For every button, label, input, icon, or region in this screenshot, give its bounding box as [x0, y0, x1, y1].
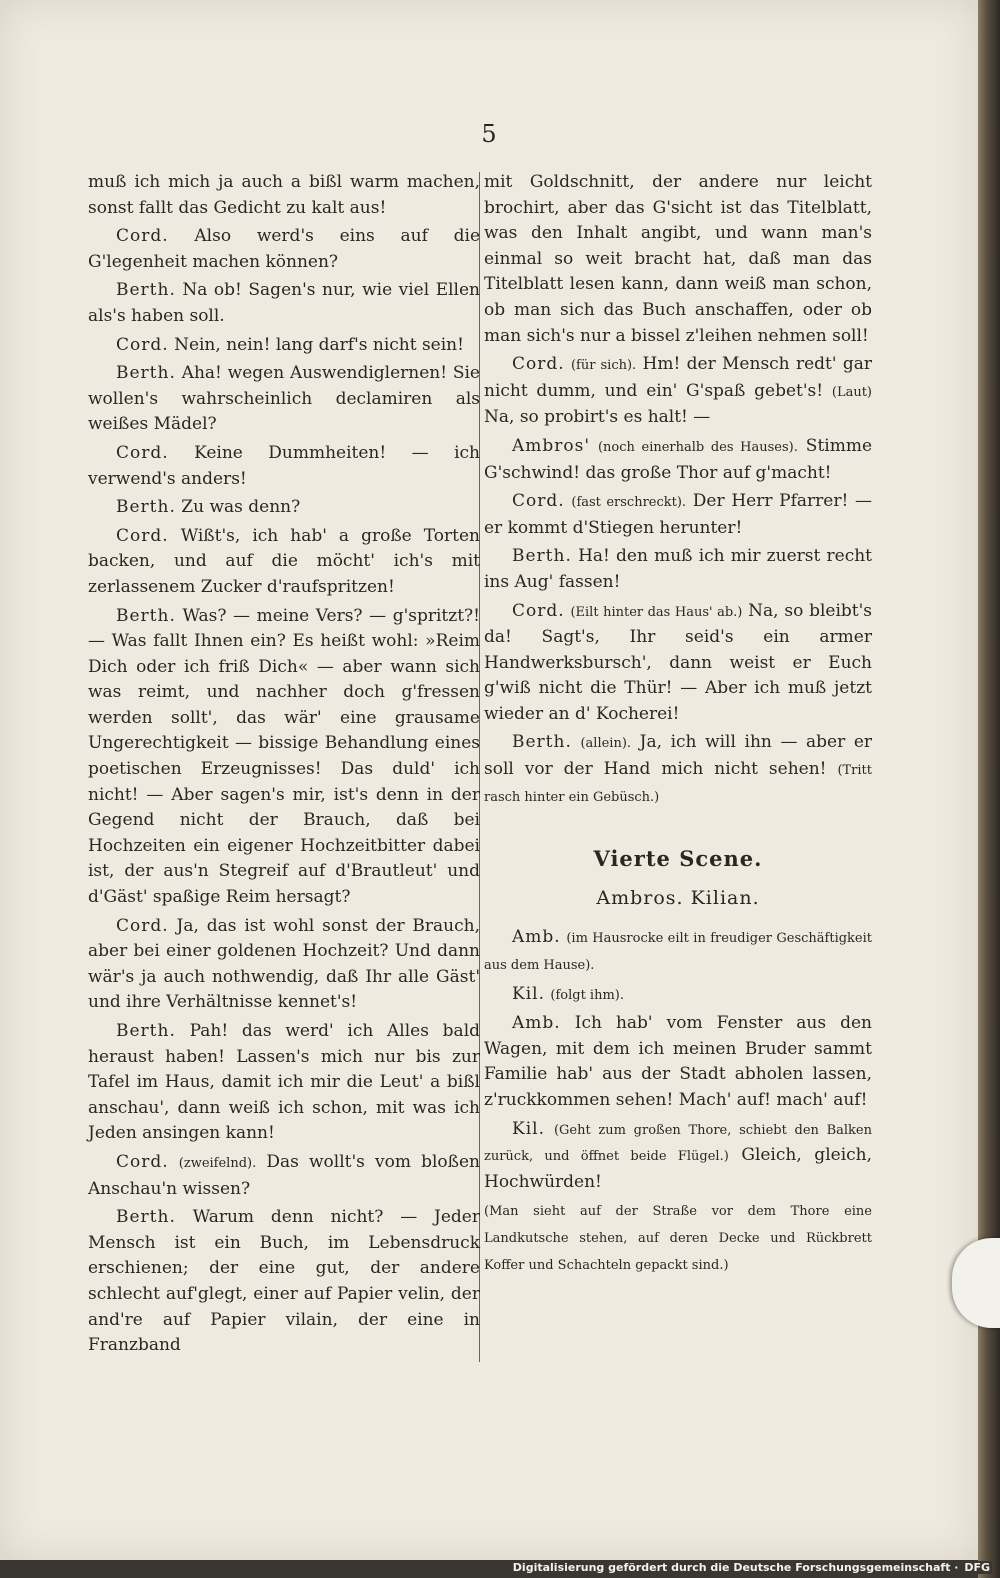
speaker-name: Berth.: [116, 1207, 176, 1228]
dialogue-paragraph: [484, 730, 872, 810]
stage-direction: (Man sieht auf der Straße vor dem Thore eine Landkutsche stehen, auf deren Decke und Rückbrett Koffer und Schachteln gepackt sind.): [484, 1204, 872, 1273]
dialogue-paragraph: [484, 170, 872, 349]
speaker-name: Cord.: [116, 442, 169, 463]
speaker-name: Cord.: [116, 334, 169, 355]
stage-direction: (im Hausrocke eilt in freudiger Geschäftigkeit aus dem Hause).: [484, 931, 872, 974]
dialogue-paragraph: [88, 361, 480, 438]
speaker-name: Berth.: [116, 280, 176, 301]
speaker-name: Cord.: [512, 491, 565, 512]
dialogue-text: Was? — meine Vers? — g'spritzt?! — Was fallt Ihnen ein? Es heißt wohl: »Reim Dich oder ich friß Dich« — aber wann sich was reimt, und nachher doch g'fressen werden sollt', das wär' eine grausame Ungerechtigkeit — bissige Behandlung eines poetischen Erzeugnisses! Das duld' ich nicht! — Aber sagen's mir, ist's denn in der Gegend nicht der Brauch, daß bei Hochzeiten ein eigener Hochzeitbitter dabei ist, der aus'n Stegreif auf d'Brautleut' und d'Gäst' spaßige Reim hersagt?: [88, 605, 481, 908]
stage-direction: (allein).: [580, 736, 632, 752]
dialogue-text: Ich hab' vom Fenster aus den Wagen, mit dem ich meinen Bruder sammt Familie hab' aus der Stadt abholen lassen, z'ruckkommen sehen! Mach' auf! mach' auf!: [484, 1013, 873, 1110]
dialogue-text: Ha! den muß ich mir zuerst recht ins Aug' fassen!: [484, 546, 872, 592]
dialogue-text: Warum denn nicht? — Jeder Mensch ist ein Buch, im Lebensdruck erschienen; der eine gut, der andere schlecht auf'glegt, einer auf Papier velin, der and're auf Papier vilain, der eine in Franzband: [88, 1207, 480, 1356]
stage-direction: (folgt ihm).: [550, 987, 624, 1003]
dialogue-paragraph: [484, 925, 872, 978]
dialogue-text: Pah! das werd' ich Alles bald heraust haben! Lassen's mich nur bis zur Tafel im Haus, damit ich mir die Leut' a bißl anschau', dann weiß ich schon, mit was ich Jeden ansingen kann!: [88, 1021, 481, 1144]
dialogue-paragraph: [484, 434, 872, 486]
dialogue-text: Keine Dummheiten! — ich verwend's anders!: [88, 442, 480, 489]
speaker-name: Kil.: [512, 1118, 545, 1139]
speaker-name: Ambros': [512, 435, 591, 456]
dialogue-text: Hm! der Mensch redt' gar nicht dumm, und ein' G'spaß gebet's!: [484, 354, 872, 401]
dialogue-paragraph: [484, 1117, 872, 1196]
dialogue-text: Der Herr Pfarrer! — er kommt d'Stiegen herunter!: [484, 491, 873, 538]
dialogue-paragraph: [484, 982, 872, 1009]
dialogue-text: G'schwind! das große Thor auf g'macht!: [484, 462, 832, 483]
dialogue-paragraph: [484, 544, 872, 595]
dialogue-paragraph: [88, 914, 480, 1016]
speaker-name: Cord.: [512, 354, 565, 375]
left-column: [88, 170, 480, 1362]
dialogue-paragraph: [484, 599, 872, 728]
scene-heading: Vierte Scene.: [593, 846, 763, 872]
dialogue-text: muß ich mich ja auch a bißl warm machen, sonst fallt das Gedicht zu kalt aus!: [88, 172, 480, 218]
speaker-name: Cord.: [116, 226, 169, 247]
speaker-name: Berth.: [512, 546, 572, 567]
dialogue-text: mit Goldschnitt, der andere nur leicht brochirt, aber das G'sicht ist das Titelblatt, was den Inhalt angibt, und wann man's einmal so weit bracht hat, daß man das Titelblatt lesen kann, dann weiß man schon, ob man sich das Buch anschaffen, oder ob man sich's nur a bissel z'leihen nehmen soll!: [484, 172, 872, 346]
dialogue-paragraph: [88, 333, 480, 359]
speaker-name: Cord.: [116, 915, 169, 936]
digitization-footer: Digitalisierung gefördert durch die Deutsche Forschungsgemeinschaft · DFG: [512, 1561, 990, 1574]
speaker-name: Amb.: [512, 1013, 561, 1034]
stage-direction: (für sich).: [570, 358, 637, 374]
speaker-name: Berth.: [512, 732, 572, 753]
speaker-name: Cord.: [116, 525, 169, 546]
stage-direction: (zweifelnd).: [178, 1155, 257, 1171]
dialogue-text: Aha! wegen Auswendiglernen! Sie wollen's wahrscheinlich declamiren als weißes Mädel?: [88, 363, 480, 435]
dialogue-paragraph: [88, 224, 480, 275]
speaker-name: Amb.: [512, 927, 561, 948]
dfg-logo: DFG: [964, 1561, 990, 1574]
dialogue-paragraph: [88, 1019, 480, 1147]
scene-persons: Ambros. Kilian.: [596, 886, 760, 909]
dialogue-paragraph: [88, 441, 480, 492]
dialogue-text: Das wollt's vom bloßen Anschau'n wissen?: [88, 1151, 480, 1199]
dialogue-text: Zu was denn?: [181, 497, 301, 518]
stage-direction: (Geht zum großen Thore, schiebt den Balken zurück, und öffnet beide Flügel.): [484, 1122, 872, 1165]
speaker-name: Berth.: [116, 497, 176, 518]
dialogue-text: Nein, nein! lang darf's nicht sein!: [174, 334, 464, 355]
speaker-name: Berth.: [116, 605, 176, 626]
dialogue-paragraph: [484, 352, 872, 431]
dialogue-text: Ja, das ist wohl sonst der Brauch, aber bei einer goldenen Hochzeit? Und dann wär's ja auch nothwendig, daß Ihr alle Gäst' und ihre Verhältnisse kennet's!: [88, 915, 481, 1013]
dialogue-paragraph: [88, 170, 480, 221]
dialogue-text: Gleich, gleich, Hochwürden!: [484, 1145, 872, 1192]
dialogue-text: Na, so probirt's es halt! —: [484, 407, 711, 428]
stage-direction: (Tritt rasch hinter ein Gebüsch.): [484, 763, 873, 805]
stage-direction: (noch einerhalb des Hauses).: [597, 439, 798, 455]
dialogue-paragraph: [484, 489, 872, 541]
page-number: 5: [481, 120, 497, 148]
dialogue-paragraph: [88, 604, 480, 911]
speaker-name: Kil.: [512, 983, 545, 1004]
stage-direction: (Laut): [831, 384, 872, 400]
speaker-name: Berth.: [116, 363, 176, 384]
dialogue-paragraph: [484, 1198, 872, 1278]
stage-direction: (Eilt hinter das Haus' ab.): [570, 604, 743, 620]
dialogue-paragraph: [88, 278, 480, 329]
speaker-name: Cord.: [512, 600, 565, 621]
book-edge: [978, 0, 1000, 1578]
dialogue-text: Stimme: [805, 435, 873, 456]
dialogue-text: Wißt's, ich hab' a große Torten backen, und auf die möcht' ich's mit zerlassenem Zucker d'raufspritzen!: [88, 525, 480, 597]
dialogue-text: Na, so bleibt's da! Sagt's, Ihr seid's ein armer Handwerksbursch', dann weist er Euch g'wiß nicht die Thür! — Aber ich muß jetzt wieder an d' Kocherei!: [484, 600, 873, 724]
dialogue-paragraph: [88, 1205, 480, 1359]
dialogue-paragraph: [484, 1011, 872, 1113]
dialogue-paragraph: [88, 1150, 480, 1202]
dialogue-paragraph: [88, 495, 480, 521]
dialogue-paragraph: [88, 524, 480, 601]
speaker-name: Cord.: [116, 1151, 169, 1172]
dialogue-text: Na ob! Sagen's nur, wie viel Ellen als's haben soll.: [88, 280, 480, 326]
dialogue-text: Ja, ich will ihn — aber er soll vor der Hand mich nicht sehen!: [484, 732, 873, 780]
stage-direction: (fast erschreckt).: [571, 495, 687, 511]
dialogue-text: Also werd's eins auf die G'legenheit machen können?: [88, 226, 481, 272]
speaker-name: Berth.: [116, 1021, 176, 1041]
right-column: [484, 170, 872, 1281]
footer-text: Digitalisierung gefördert durch die Deutsche Forschungsgemeinschaft: [512, 1561, 951, 1574]
